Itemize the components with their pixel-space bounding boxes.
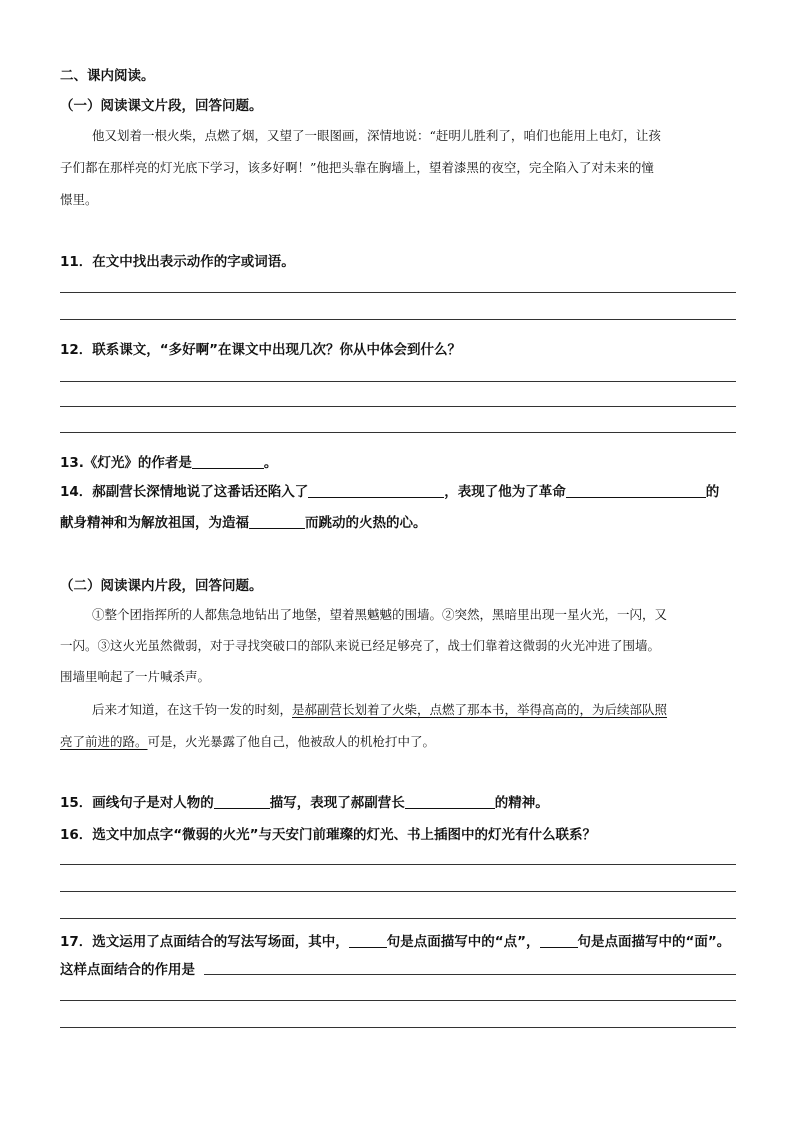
answer-line-q16-2[interactable] xyxy=(60,891,736,892)
answer-line-q12-2[interactable] xyxy=(60,406,736,407)
passage1-line-1: 他又划着一根火柴，点燃了烟，又望了一眼图画，深情地说：“赶明儿胜利了，咱们也能用上电灯，让孩 xyxy=(92,128,661,143)
question-13-text: 13.《灯光》的作者是 xyxy=(60,455,192,471)
passage1-line-2: 子们都在那样亮的灯光底下学习，该多好啊！”他把头靠在胸墙上，望着漆黑的夜空，完全陷入了对未来的憧 xyxy=(60,160,654,175)
passage2-plain-2: 可是，火光暴露了他自己，他被敌人的机枪打中了。 xyxy=(147,734,436,749)
question-17-part-c: 句是点面描写中的“面”。 xyxy=(577,934,731,950)
passage2-line-1: ①整个团指挥所的人都焦急地钻出了地堡，望着黑魆魆的围墙。②突然，黑暗里出现一星火光，一闪，又 xyxy=(92,607,668,622)
underlined-sentence-2: 亮了前进的路。 xyxy=(60,734,148,749)
blank-q14-1[interactable] xyxy=(308,483,444,498)
question-15-part-c: 的精神。 xyxy=(494,795,549,811)
question-17-line-2 xyxy=(60,960,195,980)
blank-q14-2[interactable] xyxy=(566,483,706,498)
question-14-part-e: 而跳动的火热的心。 xyxy=(305,515,427,531)
answer-line-q11-2[interactable] xyxy=(60,319,736,320)
question-15-part-a: 15．画线句子是对人物的 xyxy=(60,795,214,811)
question-17-part-a: 17．选文运用了点面结合的写法写场面，其中， xyxy=(60,934,349,950)
passage2-line-3: 围墙里响起了一片喊杀声。 xyxy=(60,669,211,684)
question-14-part-a: 14．郝副营长深情地说了这番话还陷入了 xyxy=(60,484,309,500)
answer-line-q12-1[interactable] xyxy=(60,381,736,382)
answer-line-q17-inline[interactable] xyxy=(204,974,736,975)
answer-line-q17-1[interactable] xyxy=(60,1000,736,1001)
question-15-part-b: 描写，表现了郝副营长 xyxy=(269,795,405,811)
question-13 xyxy=(60,453,277,473)
blank-author[interactable] xyxy=(192,454,264,469)
answer-line-q12-3[interactable] xyxy=(60,432,736,433)
question-14-line-1 xyxy=(60,482,719,502)
blank-q15-1[interactable] xyxy=(214,794,270,809)
answer-line-q16-1[interactable] xyxy=(60,864,736,865)
blank-q17-2[interactable] xyxy=(540,933,578,948)
question-14-part-c: 的 xyxy=(705,484,720,500)
passage2-line-4 xyxy=(92,700,667,720)
passage2-line-5 xyxy=(60,732,435,752)
question-14-part-d: 献身精神和为解放祖国，为造福 xyxy=(60,515,249,531)
part1-title: （一）阅读课文片段，回答问题。 xyxy=(60,98,263,114)
question-15 xyxy=(60,793,549,813)
question-16: 16．选文中加点字“微弱的火光”与天安门前璀璨的灯光、书上插图中的灯光有什么联系？ xyxy=(60,827,597,843)
question-12: 12．联系课文，“多好啊”在课文中出现几次？你从中体会到什么？ xyxy=(60,342,462,358)
question-13-end: 。 xyxy=(263,455,278,471)
question-14-line-2 xyxy=(60,513,427,533)
part2-title: （二）阅读课内片段，回答问题。 xyxy=(60,578,263,594)
answer-line-q16-3[interactable] xyxy=(60,918,736,919)
answer-line-q17-2[interactable] xyxy=(60,1027,736,1028)
section-title: 二、课内阅读。 xyxy=(60,68,155,84)
blank-q17-1[interactable] xyxy=(349,933,387,948)
answer-line-q11-1[interactable] xyxy=(60,292,736,293)
passage2-line-2: 一闪。③这火光虽然微弱，对于寻找突破口的部队来说已经足够亮了，战士们靠着这微弱的火光冲进了围墙。 xyxy=(60,638,661,653)
question-14-part-b: ，表现了他为了革命 xyxy=(444,484,566,500)
passage1-line-3: 憬里。 xyxy=(60,192,98,207)
underlined-sentence-1: 是郝副营长划着了火柴，点燃了那本书，举得高高的，为后续部队照 xyxy=(292,702,668,717)
question-11: 11．在文中找出表示动作的字或词语。 xyxy=(60,254,295,270)
question-17-part-b: 句是点面描写中的“点”， xyxy=(386,934,540,950)
question-17-part-d: 这样点面结合的作用是 xyxy=(60,962,195,978)
blank-q14-3[interactable] xyxy=(249,514,305,529)
question-17-line-1 xyxy=(60,932,730,952)
passage2-plain-1: 后来才知道，在这千钧一发的时刻， xyxy=(92,702,293,717)
blank-q15-2[interactable] xyxy=(405,794,495,809)
